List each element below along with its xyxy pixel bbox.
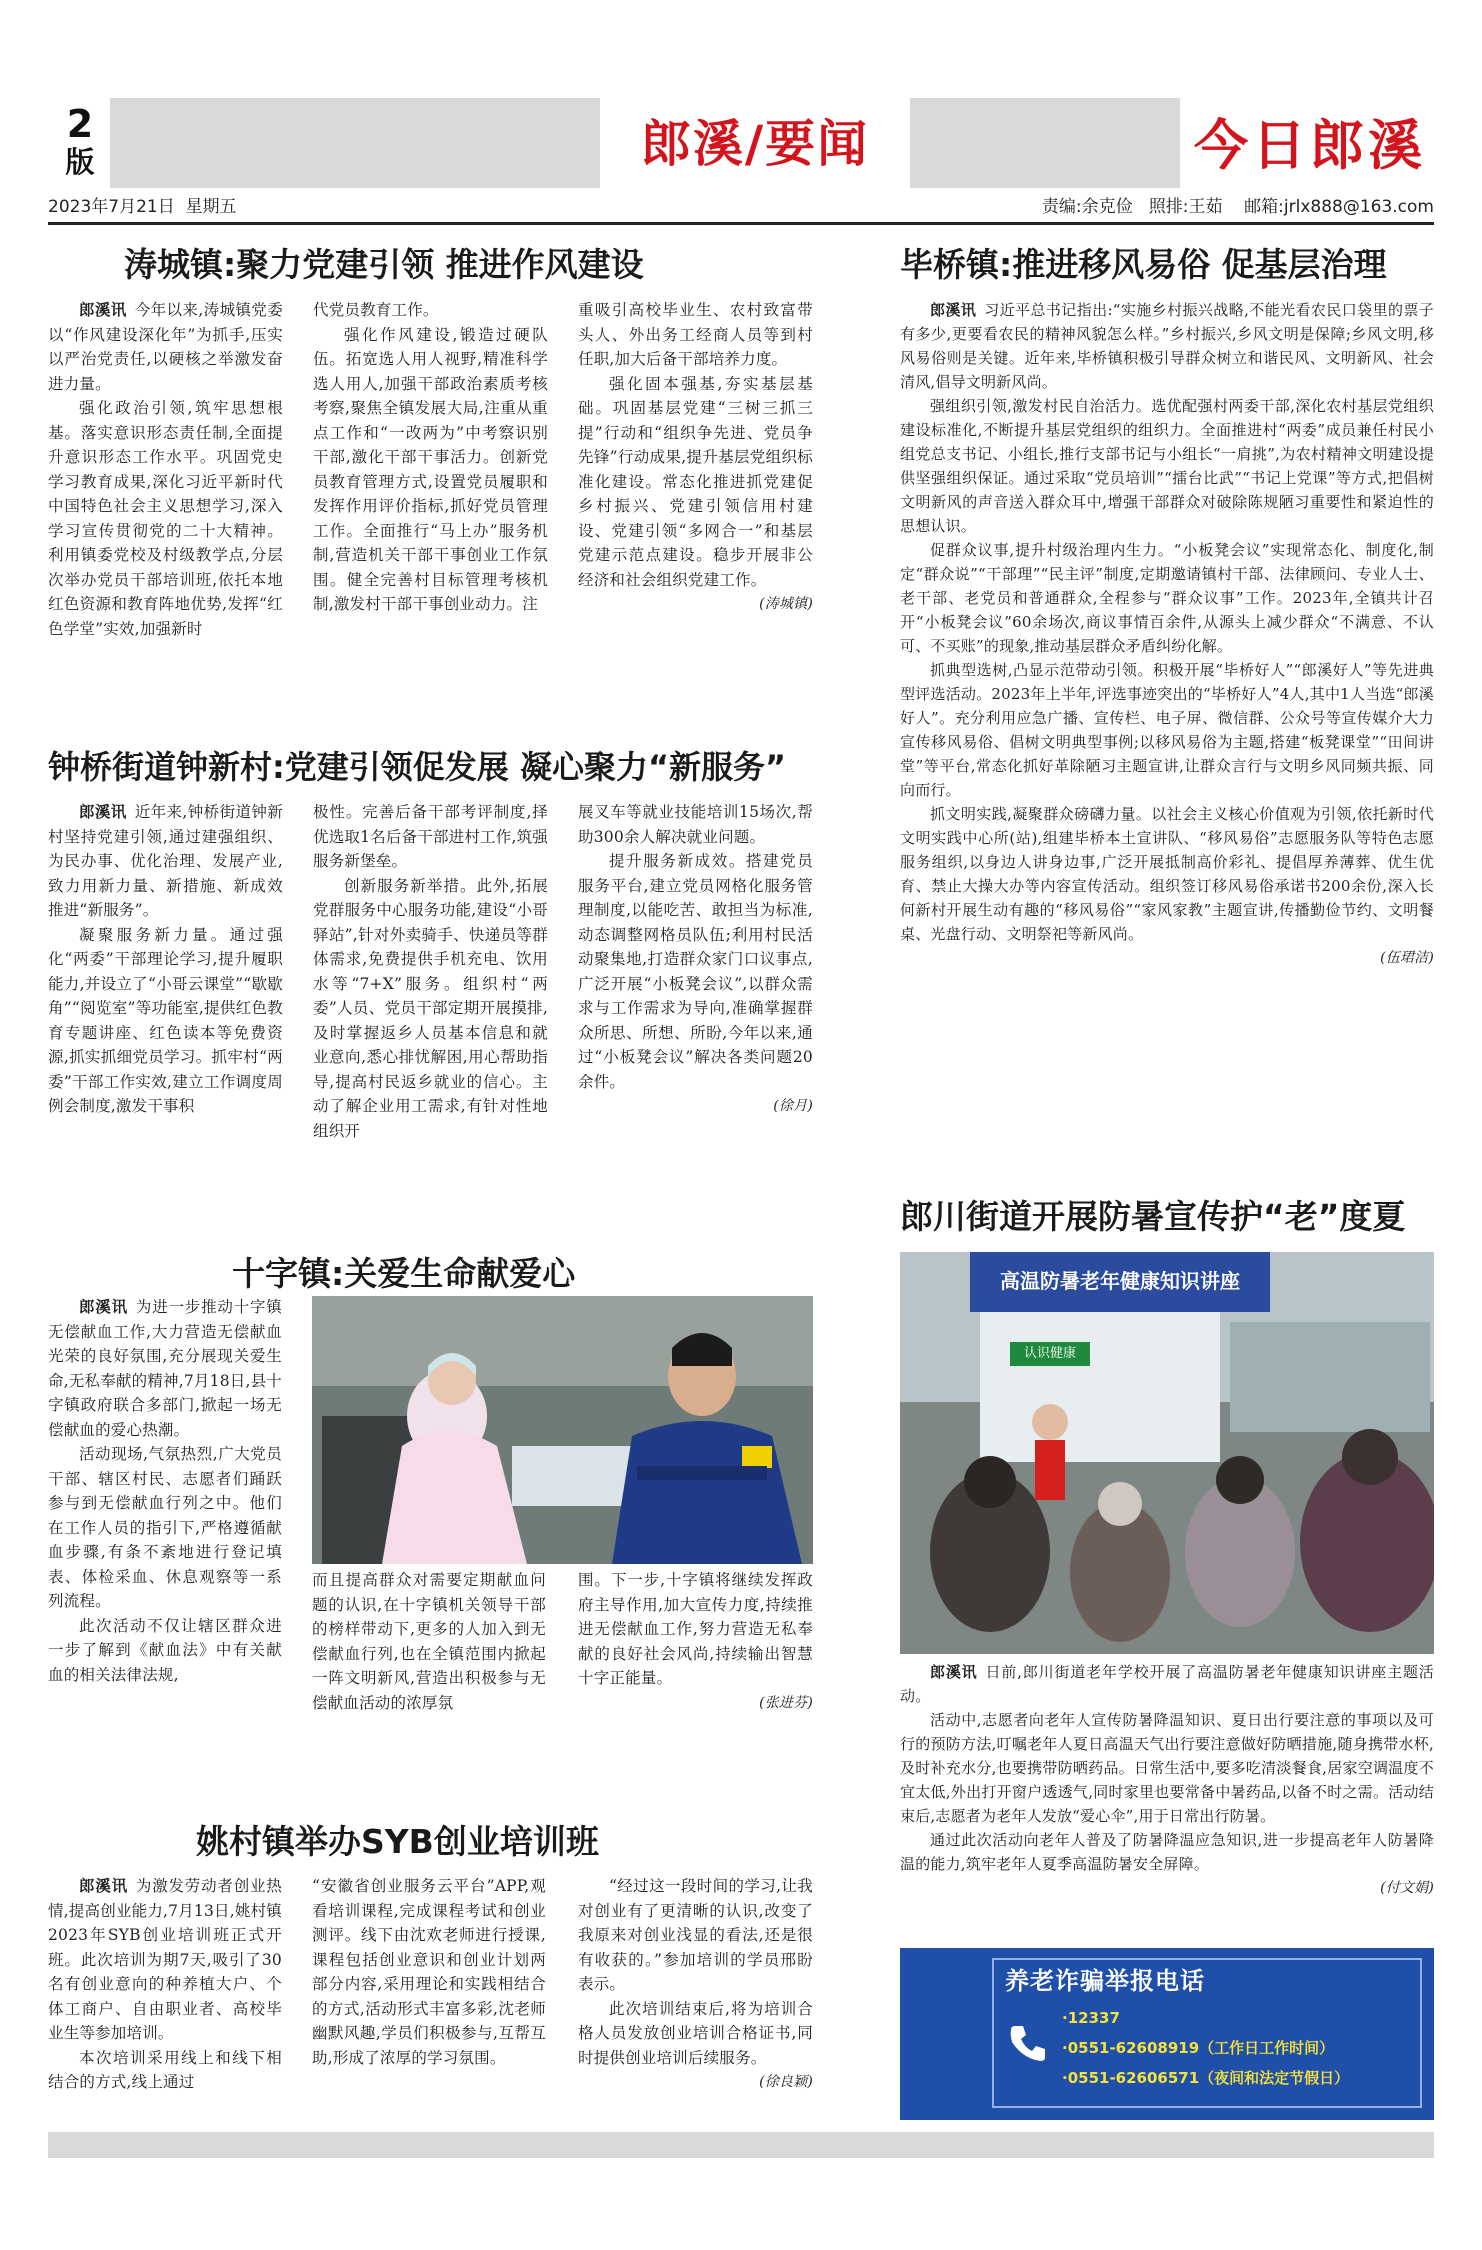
article-zhongqiao-col1: 郎溪讯 近年来,钟桥街道钟新村坚持党建引领,通过建强组织、为民办事、优化治理、发展产业,致力用新力量、新措施、新成效推进“新服务”。 凝聚服务新力量。通过强化“两委”干部理论学习,提升履职能力,并设立了“小哥云课堂”“歇歇角”“阅览室”等功能室,提供红色教育专题讲座、红色读本等免费资源,抓实抓细党员学习。抓牢村“两委”干部工作实效,建立工作调度周例会制度,激发干事积 bbox=[48, 803, 283, 1115]
headline-biqiao: 毕桥镇:推进移风易俗 促基层治理 bbox=[900, 245, 1387, 284]
headline-yaocun: 姚村镇举办SYB创业培训班 bbox=[196, 1822, 599, 1861]
ad-title: 养老诈骗举报电话 bbox=[1005, 1967, 1205, 1995]
issue-date: 2023年7月21日 星期五 bbox=[48, 197, 237, 217]
article-yaocun-col3: “经过这一段时间的学习,让我对创业有了更清晰的认识,改变了我原来对创业浅显的看法,还是很有收获的。”参加培训的学员邢盼表示。 此次培训结束后,将为培训合格人员发放创业培训合格证书,同时提供创业培训后续服务。 (徐良颖) bbox=[578, 1874, 813, 2095]
header-rule bbox=[48, 222, 1434, 225]
phone-icon bbox=[1005, 2020, 1051, 2066]
article-langchuan-body: 郎溪讯 日前,郎川街道老年学校开展了高温防暑老年健康知识讲座主题活动。 活动中,志愿者向老年人宣传防暑降温知识、夏日出行要注意的事项以及可行的预防方法,叮嘱老年人夏日高温天气出行要注意做好防晒措施,随身携带水杯,及时补充水分,也要携带防晒药品。日常生活中,要多吃清淡餐食,居家空调温度不宜太低,外出打开窗户透透气,同时家里也要常备中暑药品,以备不时之需。活动结束后,志愿者为老年人发放“爱心伞”,用于日常出行防暑。 通过此次活动向老年人普及了防暑降温应急知识,进一步提高老年人防暑降温的能力,筑牢老年人夏季高温防暑安全屏障。 (付文娟) bbox=[900, 1660, 1434, 1900]
article-shizi-col1: 郎溪讯 为进一步推动十字镇无偿献血工作,大力营造无偿献血光荣的良好氛围,充分展现关爱生命,无私奉献的精神,7月18日,县十字镇政府联合多部门,掀起一场无偿献血的爱心热潮。 活动现场,气氛热烈,广大党员干部、辖区村民、志愿者们踊跃参与到无偿献血行列之中。他们在工作人员的指引下,严格遵循献血步骤,有条不紊地进行登记填表、体检采血、休息观察等一系列流程。 此次活动不仅让辖区群众进一步了解到《献血法》中有关献血的相关法律法规, bbox=[48, 1298, 282, 1684]
article-zhongqiao-col2: 极性。完善后备干部考评制度,择优选取1名后备干部进村工作,筑强服务新堡垒。 创新服务新举措。此外,拓展党群服务中心服务功能,建设“小哥驿站”,针对外卖骑手、快递员等群体需求,免费提供手机充电、饮用水等“7+X”服务。组织村“两委”人员、党员干部定期开展摸排,及时掌握返乡人员基本信息和就业意向,悉心排忧解困,用心帮助指导,提高村民返乡就业的信心。主动了解企业用工需求,有针对性地组织开 bbox=[313, 803, 548, 1140]
article-biqiao-body: 郎溪讯 习近平总书记指出:“实施乡村振兴战略,不能光看农民口袋里的票子有多少,更要看农民的精神风貌怎么样。”乡村振兴,乡风文明是保障;乡风文明,移风易俗则是关键。近年来,毕桥镇积极引导群众树立和谐民风、文明新风、社会清风,倡导文明新风尚。 强组织引领,激发村民自治活力。选优配强村两委干部,深化农村基层党组织建设标准化,不断提升基层党组织的组织力。全面推进村“两委”成员兼任村民小组党总支书记、小组长,推行支部书记与小组长“一肩挑”,为农村精神文明建设提供坚强组织保证。通过采取“党员培训”“擂台比武”“书记上党课”等方式,把倡树文明新风的声音送入群众耳中,增强干部群众对破除陈规陋习重要性和紧迫性的思想认识。 促群众议事,提升村级治理内生力。“小板凳会议”实现常态化、制度化,制定“群众说”“干部理”“民主评”制度,定期邀请镇村干部、法律顾问、专业人士、老干部、老党员和普通群众,全程参与“群众议事”工作。2023年,全镇共计召开“小板凳会议”60余场次,商议事情百余件,从源头上减少群众“不满意、不认可、不买账”的现象,推动基层群众矛盾纠纷化解。 抓典型选树,凸显示范带动引领。积极开展“毕桥好人”“郎溪好人”等先进典型评选活动。2023年上半年,评选事迹突出的“毕桥好人”4人,其中1人当选“郎溪好人”。充分利用应急广播、宣传栏、电子屏、微信群、公众号等宣传媒介大力宣传移风易俗、倡树文明典型事例;以移风易俗为主题,搭建“板凳课堂”“田间讲堂”等平台,常态化抓好革除陋习主题宣讲,让群众言行与文明乡风同频共振、同向而行。 抓文明实践,凝聚群众磅礴力量。以社会主义核心价值观为引领,依托新时代文明实践中心所(站),组建毕桥本土宣讲队、“移风易俗”志愿服务队等特色志愿服务组织,以身边人讲身边事,广泛开展抵制高价彩礼、提倡厚养薄葬、优生优育、禁止大操大办等内容宣传活动。组织签订移风易俗承诺书200余份,深入长何新村开展生动有趣的“移风易俗”“家风家教”主题宣讲,传播勤俭节约、文明餐桌、光盘行动、文明祭祀等新风尚。 (伍珺洁) bbox=[900, 298, 1434, 970]
article-taocheng-col3: 重吸引高校毕业生、农村致富带头人、外出务工经商人员等到村任职,加大后备干部培养力度。 强化固本强基,夯实基层基础。巩固基层党建“三树三抓三提”行动和“组织争先进、党员争先锋”行动成果,提升基层党组织标准化建设。常态化推进抓党建促乡村振兴、党建引领信用村建设、党建引领“多网合一”和基层党建示范点建设。稳步开展非公经济和社会组织党建工作。 (涛城镇) bbox=[578, 298, 813, 617]
article-yaocun-col2: “安徽省创业服务云平台”APP,观看培训课程,完成课程考试和创业测评。线下由沈欢老师进行授课,课程包括创业意识和创业计划两部分内容,采用理论和实践相结合的方式,活动形式丰富多彩,沈老师幽默风趣,学员们积极参与,互帮互助,形成了浓厚的学习氛围。 bbox=[312, 1877, 546, 2067]
ad-fraud-hotline bbox=[900, 1948, 1434, 2120]
photo-lecture bbox=[900, 1252, 1434, 1654]
author-shizi: (张进芬) bbox=[759, 1694, 813, 1711]
section-title: 郎溪/要闻 bbox=[640, 114, 870, 173]
masthead-band-left bbox=[110, 98, 600, 188]
ad-line-1: ·12337 bbox=[1062, 2009, 1120, 2027]
headline-zhongqiao: 钟桥街道钟新村:党建引领促发展 凝心聚力“新服务” bbox=[48, 748, 787, 786]
article-zhongqiao-col3: 展叉车等就业技能培训15场次,帮助300余人解决就业问题。 提升服务新成效。搭建党员服务平台,建立党员网格化服务管理制度,以能吃苦、敢担当为标准,动态调整网格员队伍;利用村民活动聚集地,打造群众家门口议事点,广泛开展“小板凳会议”,以群众需求与工作需求为导向,准确掌握群众所思、所想、所盼,今年以来,通过“小板凳会议”解决各类问题20余件。 (徐月) bbox=[578, 800, 813, 1119]
article-shizi-col2: 而且提高群众对需要定期献血问题的认识,在十字镇机关领导干部的榜样带动下,更多的人加入到无偿献血行列,也在全镇范围内掀起一阵文明新风,营造出积极参与无偿献血活动的浓厚氛 bbox=[312, 1571, 546, 1712]
editor-info: 责编:余克俭 照排:王茹 邮箱:jrlx888@163.com bbox=[1041, 197, 1434, 217]
author-biqiao: (伍珺洁) bbox=[1380, 950, 1434, 966]
article-taocheng-col2: 代党员教育工作。 强化作风建设,锻造过硬队伍。拓宽选人用人视野,精准科学选人用人,加强干部政治素质考核考察,聚焦全镇发展大局,注重从重点工作和“一改两为”中考察识别干部,激化干部干事活力。创新党员教育管理方式,设置党员履职和发挥作用评价指标,抓好党员管理工作。全面推行“马上办”服务机制,营造机关干部干事创业工作氛围。健全完善村目标管理考核机制,激发村干部干事创业动力。注 bbox=[313, 301, 548, 613]
ad-line-3: ·0551-62606571（夜间和法定节假日） bbox=[1062, 2069, 1350, 2087]
article-shizi-col3: 围。下一步,十字镇将继续发挥政府主导作用,加大宣传力度,持续推进无偿献血工作,努力营造无私奉献的良好社会风尚,持续输出智慧十字正能量。 (张进芬) bbox=[578, 1568, 813, 1715]
author-zhongqiao: (徐月) bbox=[773, 1098, 813, 1114]
headline-shizi: 十字镇:关爱生命献爱心 bbox=[232, 1254, 576, 1293]
article-taocheng-col1: 郎溪讯 今年以来,涛城镇党委以“作风建设深化年”为抓手,压实以严治党责任,以硬核之举激发奋进力量。 强化政治引领,筑牢思想根基。落实意识形态责任制,全面提升意识形态工作水平。巩固党史学习教育成果,深化习近平新时代中国特色社会主义思想学习,深入学习宣传贯彻党的二十大精神。利用镇委党校及村级教学点,分层次举办党员干部培训班,依托本地红色资源和教育阵地优势,发挥“红色学堂”实效,加强新时 bbox=[48, 301, 283, 638]
photo-blood-donation bbox=[312, 1296, 813, 1564]
paper-name: 今日郎溪 bbox=[1194, 113, 1426, 177]
footer-band bbox=[48, 2132, 1434, 2158]
author-taocheng: (涛城镇) bbox=[759, 596, 813, 612]
headline-langchuan: 郎川街道开展防暑宣传护“老”度夏 bbox=[900, 1197, 1406, 1236]
page-number: 2 版 bbox=[65, 102, 95, 179]
author-langchuan: (付文娟) bbox=[1380, 1880, 1434, 1896]
article-yaocun-col1: 郎溪讯 为激发劳动者创业热情,提高创业能力,7月13日,姚村镇2023年SYB创业培训班正式开班。此次培训为期7天,吸引了30名有创业意向的种养植大户、个体工商户、自由职业者、高校毕业生等参加培训。 本次培训采用线上和线下相结合的方式,线上通过 bbox=[48, 1877, 282, 2091]
headline-taocheng: 涛城镇:聚力党建引领 推进作风建设 bbox=[124, 245, 644, 284]
author-yaocun: (徐良颖) bbox=[759, 2074, 813, 2090]
photo-banner-text: 高温防暑老年健康知识讲座 bbox=[1000, 1269, 1240, 1293]
masthead-band-right bbox=[910, 98, 1180, 188]
ad-line-2: ·0551-62608919（工作日工作时间） bbox=[1062, 2039, 1335, 2057]
photo-screen-text: 认识健康 bbox=[1023, 1346, 1076, 1361]
